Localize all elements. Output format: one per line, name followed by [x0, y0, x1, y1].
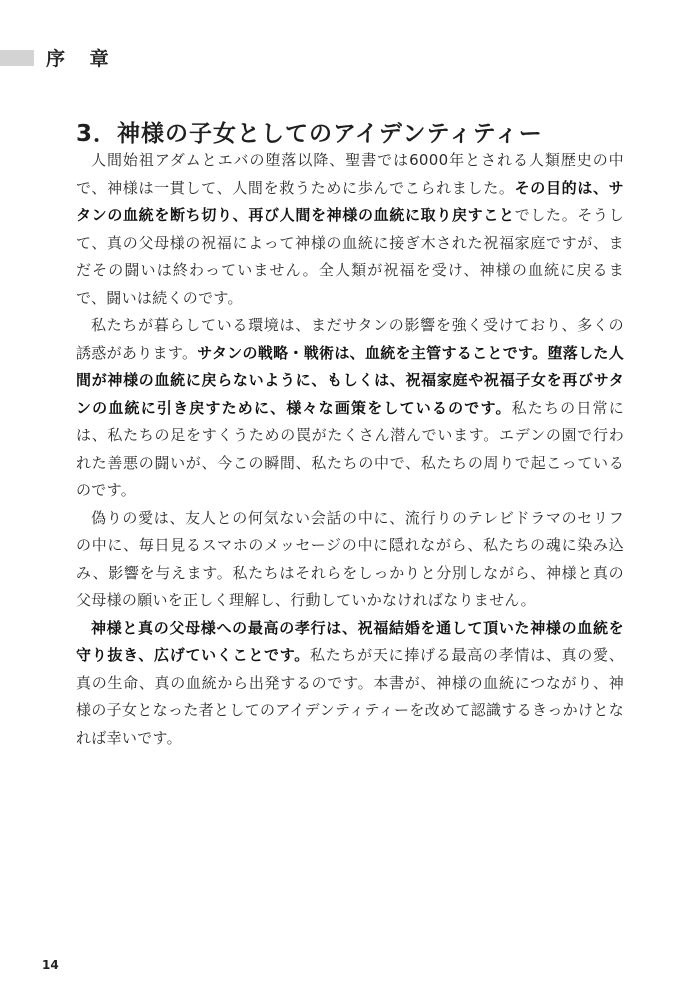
chapter-marker-bar	[0, 50, 34, 66]
paragraph-text: 私たちの日常には、私たちの足をすくうための罠がたくさん潜んでいます。エデンの園で行われた善悪の闘いが、今この瞬間、私たちの中で、私たちの周りで起こっているのです。	[76, 398, 624, 499]
paragraph-4	[76, 615, 624, 753]
body-text	[76, 147, 624, 752]
paragraph-3	[76, 505, 624, 615]
page-number: 14	[42, 958, 59, 972]
paragraph-1	[76, 147, 624, 312]
paragraph-text: 人間始祖アダムとエバの堕落以降、聖書では6000年とされる人類歴史の中で、神様は一貫して、人間を救うために歩んでこられました。	[76, 151, 624, 197]
paragraph-text: 私たちが天に捧げる最高の孝情は、真の愛、真の生命、真の血統から出発するのです。本書が、神様の血統につながり、神様の子女となった者としてのアイデンティティーを改めて認識するきっかけとなれば幸いです。	[76, 646, 624, 747]
paragraph-text: でした。そうして、真の父母様の祝福によって神様の血統に接ぎ木された祝福家庭ですが、まだその闘いは終わっていません。全人類が祝福を受け、神様の血統に戻るまで、闘いは続くのです。	[76, 206, 624, 307]
emphasis-text: 神様と真の父母様への最高の孝行は、祝福結婚を通して頂いた神様の血統を守り抜き、広げていくことです。	[76, 618, 624, 664]
emphasis-text: その目的は、サタンの血統を断ち切り、再び人間を神様の血統に取り戻すこと	[76, 178, 624, 224]
paragraph-text: 偽りの愛は、友人との何気ない会話の中に、流行りのテレビドラマのセリフの中に、毎日見るスマホのメッセージの中に隠れながら、私たちの魂に染み込み、影響を与えます。私たちはそれらをしっかりと分別しながら、神様と真の父母様の願いを正しく理解し、行動していかなければなりません。	[76, 508, 624, 609]
chapter-label: 序 章	[46, 48, 118, 70]
emphasis-text: サタンの戦略・戦術は、血統を主管することです。堕落した人間が神様の血統に戻らないように、もしくは、祝福家庭や祝福子女を再びサタンの血統に引き戻すために、様々な画策をしているのです。	[76, 343, 624, 417]
section-title: 3．神様の子女としてのアイデンティティー	[76, 121, 543, 148]
paragraph-text: 私たちが暮らしている環境は、まだサタンの影響を強く受けており、多くの誘惑があります。	[76, 316, 624, 362]
paragraph-2	[76, 312, 624, 505]
